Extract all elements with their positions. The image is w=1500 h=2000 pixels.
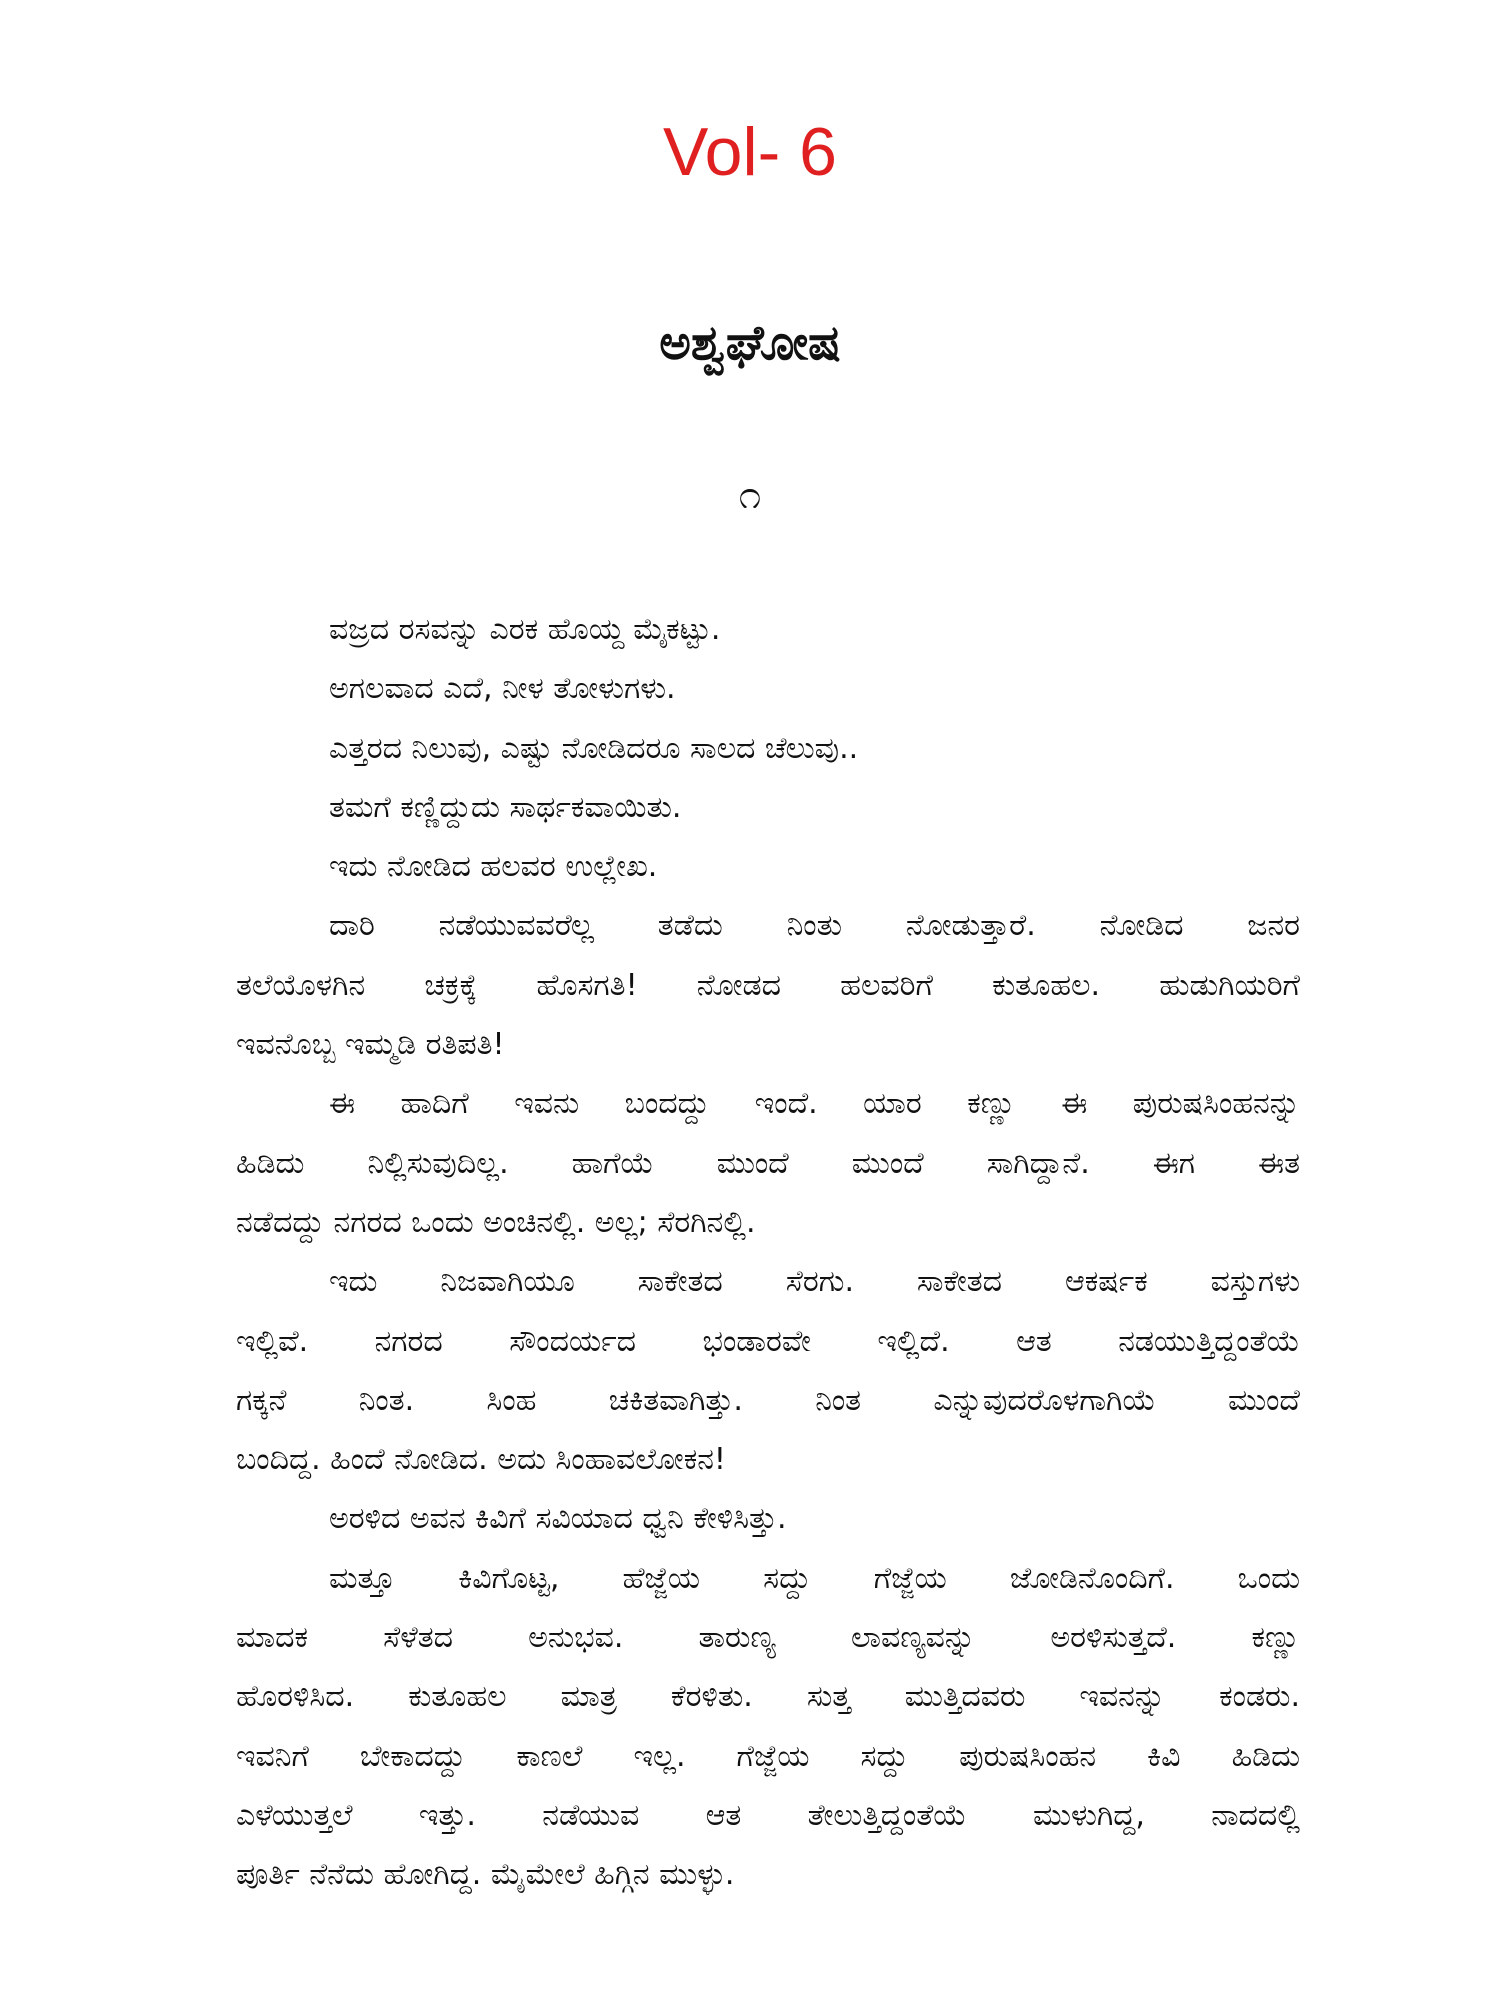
text-line: ಹೊರಳಿಸಿದ. ಕುತೂಹಲ ಮಾತ್ರ ಕೆರಳಿತು. ಸುತ್ತ ಮುತ್ತಿದವರು ಇವನನ್ನು ಕಂಡರು.	[236, 1679, 1300, 1715]
body-text	[236, 600, 1300, 1905]
text-line: ಮಾದಕ ಸೆಳೆತದ ಅನುಭವ. ತಾರುಣ್ಯ ಲಾವಣ್ಯವನ್ನು ಅರಳಿಸುತ್ತದೆ. ಕಣ್ಣು	[236, 1620, 1300, 1656]
text-line: ಮತ್ತೂ ಕಿವಿಗೊಟ್ಟ, ಹೆಜ್ಜೆಯ ಸದ್ದು ಗೆಜ್ಜೆಯ ಜೋಡಿನೊಂದಿಗೆ. ಒಂದು	[329, 1560, 1300, 1596]
volume-label: Vol- 6	[663, 114, 837, 190]
text-line: ಪೂರ್ತಿ ನೆನೆದು ಹೋಗಿದ್ದ. ಮೈಮೇಲೆ ಹಿಗ್ಗಿನ ಮುಳ್ಳು.	[236, 1857, 735, 1893]
text-line: ಇಲ್ಲಿವೆ. ನಗರದ ಸೌಂದರ್ಯದ ಭಂಡಾರವೇ ಇಲ್ಲಿದೆ. ಆತ ನಡಯುತ್ತಿದ್ದಂತೆಯೆ	[236, 1323, 1300, 1359]
text-line: ಇದು ನಿಜವಾಗಿಯೂ ಸಾಕೇತದ ಸೆರಗು. ಸಾಕೇತದ ಆಕರ್ಷಕ ವಸ್ತುಗಳು	[329, 1264, 1300, 1300]
text-line: ವಜ್ರದ ರಸವನ್ನು ಎರಕ ಹೊಯ್ದ ಮೈಕಟ್ಟು.	[329, 612, 721, 647]
text-line: ದಾರಿ ನಡೆಯುವವರೆಲ್ಲ ತಡೆದು ನಿಂತು ನೋಡುತ್ತಾರೆ. ನೋಡಿದ ಜನರ	[329, 908, 1300, 944]
text-line: ನಡೆದದ್ದು ನಗರದ ಒಂದು ಅಂಚಿನಲ್ಲಿ. ಅಲ್ಲ; ಸೆರಗಿನಲ್ಲಿ.	[236, 1204, 756, 1240]
text-line: ಬಂದಿದ್ದ. ಹಿಂದೆ ನೋಡಿದ. ಅದು ಸಿಂಹಾವಲೋಕನ!	[236, 1442, 726, 1478]
text-line: ಹಿಡಿದು ನಿಲ್ಲಿಸುವುದಿಲ್ಲ. ಹಾಗೆಯೆ ಮುಂದೆ ಮುಂದೆ ಸಾಗಿದ್ದಾನೆ. ಈಗ ಈತ	[236, 1145, 1300, 1181]
text-line: ತಲೆಯೊಳಗಿನ ಚಕ್ರಕ್ಕೆ ಹೊಸಗತಿ! ನೋಡದ ಹಲವರಿಗೆ ಕುತೂಹಲ. ಹುಡುಗಿಯರಿಗೆ	[236, 967, 1300, 1003]
text-line: ಎಳೆಯುತ್ತಲೆ ಇತ್ತು. ನಡೆಯುವ ಆತ ತೇಲುತ್ತಿದ್ದಂತೆಯೆ ಮುಳುಗಿದ್ದ, ನಾದದಲ್ಲಿ	[236, 1797, 1300, 1833]
text-line: ಇವನೊಬ್ಬ ಇಮ್ಮಡಿ ರತಿಪತಿ!	[236, 1027, 505, 1063]
text-line: ಇವನಿಗೆ ಬೇಕಾದದ್ದು ಕಾಣಲೆ ಇಲ್ಲ. ಗೆಜ್ಜೆಯ ಸದ್ದು ಪುರುಷಸಿಂಹನ ಕಿವಿ ಹಿಡಿದು	[236, 1738, 1300, 1774]
text-line: ಇದು ನೋಡಿದ ಹಲವರ ಉಲ್ಲೇಖ.	[329, 849, 658, 885]
chapter-title: ಅಶ್ವಘೋಷ	[659, 315, 841, 371]
text-line: ಗಕ್ಕನೆ ನಿಂತ. ಸಿಂಹ ಚಕಿತವಾಗಿತ್ತು. ನಿಂತ ಎನ್ನುವುದರೊಳಗಾಗಿಯೆ ಮುಂದೆ	[236, 1382, 1300, 1418]
text-line: ತಮಗೆ ಕಣ್ಣಿದ್ದುದು ಸಾರ್ಥಕವಾಯಿತು.	[329, 789, 682, 825]
text-line: ಎತ್ತರದ ನಿಲುವು, ಎಷ್ಟು ನೋಡಿದರೂ ಸಾಲದ ಚೆಲುವು..	[329, 730, 859, 766]
chapter-number: ೧	[738, 472, 762, 518]
text-line: ಈ ಹಾದಿಗೆ ಇವನು ಬಂದದ್ದು ಇಂದೆ. ಯಾರ ಕಣ್ಣು ಈ ಪುರುಷಸಿಂಹನನ್ನು	[329, 1086, 1300, 1122]
text-line: ಅಗಲವಾದ ಎದೆ, ನೀಳ ತೋಳುಗಳು.	[329, 671, 676, 707]
text-line: ಅರಳಿದ ಅವನ ಕಿವಿಗೆ ಸವಿಯಾದ ಧ್ವನಿ ಕೇಳಿಸಿತ್ತು.	[329, 1501, 787, 1537]
